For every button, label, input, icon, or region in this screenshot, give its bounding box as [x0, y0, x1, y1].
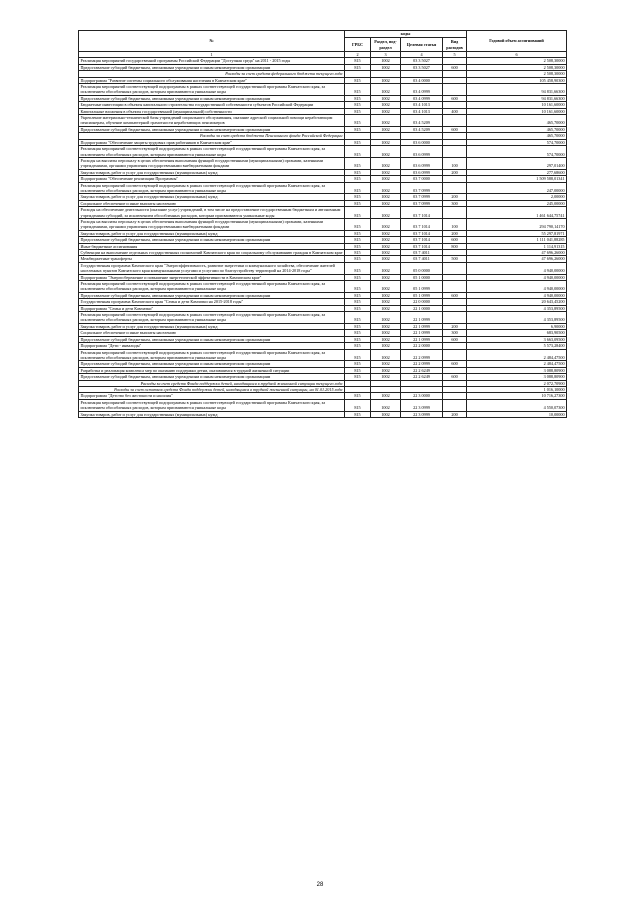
row-description: Предоставление субсидий бюджетным, автономным учреждениям и иным некоммерческим организациям [79, 95, 345, 101]
row-expense-type-code [443, 207, 467, 219]
index-cell: 1 [79, 52, 345, 58]
row-grbs-code: 815 [345, 243, 371, 249]
row-amount: 4 353,89500 [467, 312, 567, 324]
row-description: Реализация мероприятий соответствующей подпрограммы в рамках соответствующей государственной программы Камчатского края, за исключением обособленных расходов, которым присваиваются уникальные коды [79, 399, 345, 411]
row-target-code: 03 7 0000 [401, 176, 443, 182]
row-grbs-code: 815 [345, 274, 371, 280]
row-section-code: 1002 [371, 343, 401, 349]
row-amount: 247,00000 [467, 182, 567, 194]
row-grbs-code: 815 [345, 126, 371, 132]
row-expense-type-code: 800 [443, 243, 467, 249]
row-amount: 683,90500 [467, 330, 567, 336]
row-description: Предоставление субсидий бюджетным, автономным учреждениям и иным некоммерческим организациям [79, 336, 345, 342]
row-grbs-code: 815 [345, 157, 371, 169]
row-target-code: 03 3 5027 [401, 58, 443, 64]
row-description: Предоставление субсидий бюджетным, автономным учреждениям и иным некоммерческим организациям [79, 237, 345, 243]
row-amount: 10,00000 [467, 411, 567, 417]
row-amount: 4 353,89500 [467, 305, 567, 311]
table-row [79, 207, 567, 219]
index-cell: 6 [467, 52, 567, 58]
row-description: Реализация мероприятий соответствующей подпрограммы в рамках соответствующей государственной программы Камчатского края, за исключением обособленных расходов, которым присваиваются уникальные коды [79, 84, 345, 96]
row-description: Подпрограмма "Обеспечение защиты трудовых прав работников в Камчатском крае" [79, 139, 345, 145]
row-section-code: 1002 [371, 84, 401, 96]
row-section-code: 1002 [371, 146, 401, 158]
header-grbs: ГРБС [345, 38, 371, 52]
row-amount: 20 643,45200 [467, 299, 567, 305]
row-target-code: 03 4 1013 [401, 108, 443, 114]
row-grbs-code: 815 [345, 176, 371, 182]
row-description: Закупка товаров, работ и услуг для государственных (муниципальных) нужд [79, 230, 345, 236]
row-target-code: 22 3 0000 [401, 393, 443, 399]
row-grbs-code: 815 [345, 292, 371, 298]
row-target-code: 03 7 4011 [401, 250, 443, 256]
row-amount: 2,00000 [467, 194, 567, 200]
row-grbs-code: 815 [345, 262, 371, 274]
row-section-code: 1002 [371, 176, 401, 182]
index-cell: 3 [371, 52, 401, 58]
row-grbs-code: 815 [345, 169, 371, 175]
row-target-code: 22 3 0999 [401, 399, 443, 411]
row-description: Подпрограмма "Энергосбережение и повышение энергетической эффективности в Камчатском крае" [79, 274, 345, 280]
row-grbs-code: 815 [345, 312, 371, 324]
row-target-code: 03 3 5027 [401, 64, 443, 70]
row-target-code: 22 2 6249 [401, 374, 443, 380]
row-target-code: 22 0 0000 [401, 299, 443, 305]
header-codes: коды [345, 31, 467, 38]
row-expense-type-code: 600 [443, 95, 467, 101]
row-amount: 3 088,80900 [467, 367, 567, 373]
row-amount: 1 114,91315 [467, 243, 567, 249]
row-description: Реализация мероприятий соответствующей подпрограммы в рамках соответствующей государственной программы Камчатского края, за исключением обособленных расходов, которым присваиваются уникальные коды [79, 349, 345, 361]
row-expense-type-code [443, 281, 467, 293]
row-amount: 3 663,09500 [467, 336, 567, 342]
row-section-code: 1002 [371, 243, 401, 249]
row-description: Реализация мероприятий государственной программы Российской Федерации "Доступная среда" на 2011 - 2015 годы [79, 58, 345, 64]
row-expense-type-code: 600 [443, 237, 467, 243]
row-grbs-code: 815 [345, 323, 371, 329]
row-grbs-code: 815 [345, 330, 371, 336]
row-grbs-code: 815 [345, 336, 371, 342]
row-amount: 1 016,10000 [467, 386, 567, 392]
row-target-code: 03 4 5209 [401, 115, 443, 127]
header-no: № [79, 31, 345, 52]
row-grbs-code: 815 [345, 343, 371, 349]
table-row [79, 182, 567, 194]
row-grbs-code: 815 [345, 77, 371, 83]
row-grbs-code: 815 [345, 200, 371, 206]
row-grbs-code: 815 [345, 374, 371, 380]
row-amount: 4 940,00000 [467, 262, 567, 274]
row-amount: 1 509 588,01341 [467, 176, 567, 182]
row-expense-type-code: 600 [443, 126, 467, 132]
row-grbs-code: 815 [345, 108, 371, 114]
row-description: Подпрограмма "Семья и дети Камчатки" [79, 305, 345, 311]
row-section-code: 1002 [371, 336, 401, 342]
row-target-code: 22 1 0999 [401, 336, 443, 342]
row-expense-type-code [443, 84, 467, 96]
row-section-code: 1002 [371, 200, 401, 206]
row-expense-type-code: 200 [443, 323, 467, 329]
row-amount: 2 484,47500 [467, 349, 567, 361]
row-expense-type-code: 200 [443, 411, 467, 417]
row-section-code: 1002 [371, 281, 401, 293]
row-expense-type-code [443, 262, 467, 274]
row-description: Предоставление субсидий бюджетным, автономным учреждениям и иным некоммерческим организациям [79, 64, 345, 70]
row-section-code: 1002 [371, 115, 401, 127]
row-grbs-code: 815 [345, 305, 371, 311]
row-expense-type-code: 100 [443, 157, 467, 169]
row-section-code: 1002 [371, 256, 401, 262]
row-description: Предоставление субсидий бюджетным, автономным учреждениям и иным некоммерческим организациям [79, 361, 345, 367]
row-description: Государственная программа Камчатского края "Энергоэффективность, развитие энергетики и коммунального хозяйства, обеспечение жителей населенных пунктов Камчатского края коммунальными услугами и услугами по благоустройству территорий на 2014-2018 годы" [79, 262, 345, 274]
row-amount: 94 831,66300 [467, 84, 567, 96]
row-amount: 4 940,00000 [467, 274, 567, 280]
row-grbs-code: 815 [345, 95, 371, 101]
row-description: Укрепление материально-технической базы учреждений социального обслуживания, оказание адресной социальной помощи неработающим пенсионерам, обучение компьютерной грамотности неработающих пенсионеров [79, 115, 345, 127]
row-target-code: 03 7 0999 [401, 182, 443, 194]
index-cell: 4 [401, 52, 443, 58]
row-grbs-code: 815 [345, 207, 371, 219]
row-section-code: 1002 [371, 237, 401, 243]
row-amount: 1 461 644,75741 [467, 207, 567, 219]
row-amount: 10 716,27300 [467, 393, 567, 399]
row-description: Подпрограмма "Детство без жестокости и насилия" [79, 393, 345, 399]
row-grbs-code: 815 [345, 218, 371, 230]
row-description: Расходы за счет остатков средств Фонда поддержки детей, находящихся в трудной жизненной ситуации, на 01.01.2015 года [79, 386, 345, 392]
table-row [79, 312, 567, 324]
row-section-code: 1002 [371, 292, 401, 298]
table-row [79, 218, 567, 230]
row-amount: 6,90000 [467, 323, 567, 329]
row-section-code: 1002 [371, 330, 401, 336]
row-description: Закупка товаров, работ и услуг для государственных (муниципальных) нужд [79, 323, 345, 329]
row-grbs-code: 815 [345, 146, 371, 158]
row-description: Подпрограмма "Развитие системы социального обслуживания населения в Камчатском крае" [79, 77, 345, 83]
index-cell: 5 [443, 52, 467, 58]
row-grbs-code: 815 [345, 139, 371, 145]
row-amount: 10 161,60000 [467, 108, 567, 114]
row-target-code: 03 7 1014 [401, 230, 443, 236]
row-target-code: 22 1 0999 [401, 323, 443, 329]
row-target-code: 22 2 0999 [401, 349, 443, 361]
index-cell: 2 [345, 52, 371, 58]
header-target-article: Целевая статья [401, 38, 443, 52]
table-row [79, 84, 567, 96]
row-amount: 465,70000 [467, 126, 567, 132]
row-section-code: 1002 [371, 399, 401, 411]
row-amount: 10 161,60000 [467, 102, 567, 108]
row-section-code: 1002 [371, 374, 401, 380]
row-expense-type-code: 200 [443, 169, 467, 175]
row-grbs-code: 815 [345, 393, 371, 399]
row-target-code: 03 4 0000 [401, 77, 443, 83]
row-grbs-code: 815 [345, 115, 371, 127]
row-section-code: 1002 [371, 305, 401, 311]
row-amount: 4 940,00000 [467, 281, 567, 293]
row-target-code: 22 2 6249 [401, 367, 443, 373]
row-amount: 1 111 041,88285 [467, 237, 567, 243]
row-target-code: 03 6 0999 [401, 146, 443, 158]
row-grbs-code: 815 [345, 230, 371, 236]
row-description: Расходы на выплаты персоналу в целях обеспечения выполнения функций государственными (муниципальными) органами, казенными учреждениями, органами управления государственными внебюджетными фондами [79, 157, 345, 169]
row-amount: 294 790,14170 [467, 218, 567, 230]
table-header [79, 31, 567, 58]
row-target-code: 03 6 0999 [401, 157, 443, 169]
row-grbs-code: 815 [345, 237, 371, 243]
row-section-code: 1002 [371, 95, 401, 101]
row-description: Государственная программа Камчатского края "Семья и дети Камчатки на 2015-2018 годы" [79, 299, 345, 305]
row-section-code: 1002 [371, 194, 401, 200]
row-amount: 465,70000 [467, 133, 567, 139]
row-grbs-code: 815 [345, 299, 371, 305]
row-amount: 574,70000 [467, 146, 567, 158]
row-grbs-code: 815 [345, 256, 371, 262]
row-expense-type-code: 500 [443, 256, 467, 262]
row-amount: 245,00000 [467, 200, 567, 206]
row-target-code: 03 7 0999 [401, 200, 443, 206]
row-description: Подпрограмма "Обеспечение реализации Программы" [79, 176, 345, 182]
row-target-code: 03 7 1014 [401, 207, 443, 219]
row-target-code: 03 4 5209 [401, 126, 443, 132]
row-section-code: 1002 [371, 299, 401, 305]
row-description: Реализация мероприятий соответствующей подпрограммы в рамках соответствующей государственной программы Камчатского края, за исключением обособленных расходов, которым присваиваются уникальные коды [79, 182, 345, 194]
row-target-code: 03 7 4011 [401, 256, 443, 262]
row-description: Бюджетные инвестиции в объекты капитального строительства государственной собственности субъектов Российской Федерации [79, 102, 345, 108]
row-expense-type-code: 600 [443, 361, 467, 367]
row-expense-type-code [443, 349, 467, 361]
row-section-code: 1002 [371, 64, 401, 70]
row-description: Закупка товаров, работ и услуг для государственных (муниципальных) нужд [79, 169, 345, 175]
row-grbs-code: 815 [345, 102, 371, 108]
row-section-code: 1002 [371, 157, 401, 169]
budget-table [78, 30, 567, 418]
row-expense-type-code [443, 399, 467, 411]
row-target-code: 22 1 0999 [401, 330, 443, 336]
row-target-code: 03 7 0999 [401, 194, 443, 200]
row-section-code: 1002 [371, 411, 401, 417]
table-row [79, 146, 567, 158]
row-grbs-code: 815 [345, 64, 371, 70]
row-amount: 465,70000 [467, 115, 567, 127]
row-description: Субвенции на выполнение отдельных государственных полномочий Камчатского края по социальному обслуживанию граждан в Камчатском крае [79, 250, 345, 256]
row-amount: 4 550,07300 [467, 399, 567, 411]
row-target-code: 05 0 0000 [401, 262, 443, 274]
row-section-code: 1002 [371, 126, 401, 132]
table-row [79, 349, 567, 361]
row-target-code: 22 2 0999 [401, 361, 443, 367]
row-section-code: 1002 [371, 274, 401, 280]
row-expense-type-code [443, 146, 467, 158]
row-section-code: 1002 [371, 139, 401, 145]
row-description: Закупка товаров, работ и услуг для государственных (муниципальных) нужд [79, 411, 345, 417]
row-amount: 2 484,47500 [467, 361, 567, 367]
table-row [79, 157, 567, 169]
row-target-code: 22 1 0999 [401, 312, 443, 324]
row-grbs-code: 815 [345, 399, 371, 411]
row-amount: 2 508,30000 [467, 64, 567, 70]
row-amount: 277,68600 [467, 169, 567, 175]
row-description: Предоставление субсидий бюджетным, автономным учреждениям и иным некоммерческим организациям [79, 126, 345, 132]
row-section-code: 1002 [371, 312, 401, 324]
row-grbs-code: 815 [345, 250, 371, 256]
row-grbs-code: 815 [345, 182, 371, 194]
table-row [79, 411, 567, 417]
row-expense-type-code: 300 [443, 330, 467, 336]
table-row [79, 262, 567, 274]
row-expense-type-code: 100 [443, 218, 467, 230]
header-expense-type: Вид расходов [443, 38, 467, 52]
row-target-code: 03 4 0999 [401, 95, 443, 101]
row-amount: 47 696,26000 [467, 250, 567, 256]
row-description: Разработка и реализация комплекса мер по оказанию поддержки детям, оказавшимся в трудной жизненной ситуации [79, 367, 345, 373]
row-expense-type-code [443, 115, 467, 127]
row-grbs-code: 815 [345, 58, 371, 64]
row-section-code: 1002 [371, 77, 401, 83]
row-target-code: 22 2 0000 [401, 343, 443, 349]
row-target-code: 03 7 1014 [401, 237, 443, 243]
row-amount: 2 508,30000 [467, 58, 567, 64]
row-grbs-code: 815 [345, 411, 371, 417]
row-description: Расходы за счет средств Фонда поддержки детей, находящихся в трудной жизненной ситуации текущего года [79, 380, 345, 386]
row-grbs-code: 815 [345, 349, 371, 361]
row-expense-type-code: 600 [443, 64, 467, 70]
row-section-code: 1002 [371, 108, 401, 114]
row-expense-type-code [443, 182, 467, 194]
row-amount: 297,01400 [467, 157, 567, 169]
row-description: Предоставление субсидий бюджетным, автономным учреждениям и иным некоммерческим организациям [79, 292, 345, 298]
row-section-code: 1002 [371, 250, 401, 256]
row-description: Социальное обеспечение и иные выплаты населению [79, 330, 345, 336]
row-description: Капитальные вложения в объекты государственной (муниципальной) собственности [79, 108, 345, 114]
row-grbs-code: 815 [345, 367, 371, 373]
row-description: Подпрограмма "Дети - инвалиды" [79, 343, 345, 349]
budget-sheet [78, 30, 566, 418]
row-target-code: 05 1 0000 [401, 274, 443, 280]
row-section-code: 1002 [371, 323, 401, 329]
row-description: Расходы за счет средств федерального бюджета текущего года [79, 71, 345, 77]
table-row [79, 115, 567, 127]
table-row [79, 281, 567, 293]
row-section-code: 1002 [371, 349, 401, 361]
row-target-code: 05 1 0999 [401, 292, 443, 298]
page-number: 28 [316, 882, 324, 888]
row-section-code: 1002 [371, 182, 401, 194]
row-expense-type-code: 200 [443, 230, 467, 236]
row-section-code: 1002 [371, 58, 401, 64]
row-grbs-code: 815 [345, 361, 371, 367]
row-section-code: 1002 [371, 262, 401, 274]
row-description: Предоставление субсидий бюджетным, автономным учреждениям и иным некоммерческим организациям [79, 374, 345, 380]
row-target-code: 03 6 0000 [401, 139, 443, 145]
row-description: Расходы на обеспечение деятельности (оказание услуг) учреждений, в том числе на предоставление государственным бюджетным и автономным учреждениям субсидий, за исключением обособленных расходов, которым присваиваются уникальные коды [79, 207, 345, 219]
row-amount: 4 940,00000 [467, 292, 567, 298]
row-amount: 2 508,30000 [467, 71, 567, 77]
row-expense-type-code: 200 [443, 194, 467, 200]
row-grbs-code: 815 [345, 281, 371, 293]
row-description: Иные бюджетные ассигнования [79, 243, 345, 249]
row-target-code: 22 3 0999 [401, 411, 443, 417]
row-amount: 3 088,80900 [467, 374, 567, 380]
row-expense-type-code: 300 [443, 200, 467, 206]
row-expense-type-code: 600 [443, 374, 467, 380]
row-amount: 105 458,90300 [467, 77, 567, 83]
row-amount: 2 072,70900 [467, 380, 567, 386]
row-amount: 5 573,28400 [467, 343, 567, 349]
row-section-code: 1002 [371, 361, 401, 367]
row-description: Социальное обеспечение и иные выплаты населению [79, 200, 345, 206]
row-target-code: 03 7 1014 [401, 243, 443, 249]
row-target-code: 03 4 1013 [401, 102, 443, 108]
row-amount: 94 831,66300 [467, 95, 567, 101]
table-row [79, 399, 567, 411]
row-amount: 47 696,26000 [467, 256, 567, 262]
row-description: Межбюджетные трансферты [79, 256, 345, 262]
row-target-code: 03 4 0999 [401, 84, 443, 96]
row-section-code: 1002 [371, 218, 401, 230]
row-section-code: 1002 [371, 230, 401, 236]
row-description: Закупка товаров, работ и услуг для государственных (муниципальных) нужд [79, 194, 345, 200]
row-amount: 574,70000 [467, 139, 567, 145]
row-description: Реализация мероприятий соответствующей подпрограммы в рамках соответствующей государственной программы Камчатского края, за исключением обособленных расходов, которым присваиваются уникальные коды [79, 312, 345, 324]
row-expense-type-code: 600 [443, 336, 467, 342]
row-section-code: 1002 [371, 207, 401, 219]
table-body [79, 58, 567, 418]
row-grbs-code: 815 [345, 194, 371, 200]
row-expense-type-code [443, 312, 467, 324]
row-target-code: 03 6 0999 [401, 169, 443, 175]
row-target-code: 22 1 0000 [401, 305, 443, 311]
row-section-code: 1002 [371, 102, 401, 108]
row-expense-type-code: 600 [443, 292, 467, 298]
row-description: Реализация мероприятий соответствующей подпрограммы в рамках соответствующей государственной программы Камчатского края, за исключением обособленных расходов, которым присваиваются уникальные коды [79, 281, 345, 293]
row-amount: 55 297,81971 [467, 230, 567, 236]
row-expense-type-code: 400 [443, 108, 467, 114]
row-description: Расходы за счет средств бюджета Пенсионного фонда Российской Федерации [79, 133, 345, 139]
row-description: Реализация мероприятий соответствующей подпрограммы в рамках соответствующей государственной программы Камчатского края, за исключением обособленных расходов, которым присваиваются уникальные коды [79, 146, 345, 158]
header-razdel: Раздел, под-раздел [371, 38, 401, 52]
row-description: Расходы на выплаты персоналу в целях обеспечения выполнения функций государственными (муниципальными) органами, казенными учреждениями, органами управления государственными внебюджетными фондами [79, 218, 345, 230]
row-section-code: 1002 [371, 393, 401, 399]
row-grbs-code: 815 [345, 84, 371, 96]
row-target-code: 03 7 1014 [401, 218, 443, 230]
header-amount: Годовой объем ассигнований [467, 31, 567, 52]
row-section-code: 1002 [371, 367, 401, 373]
row-target-code: 05 1 0999 [401, 281, 443, 293]
row-section-code: 1002 [371, 169, 401, 175]
